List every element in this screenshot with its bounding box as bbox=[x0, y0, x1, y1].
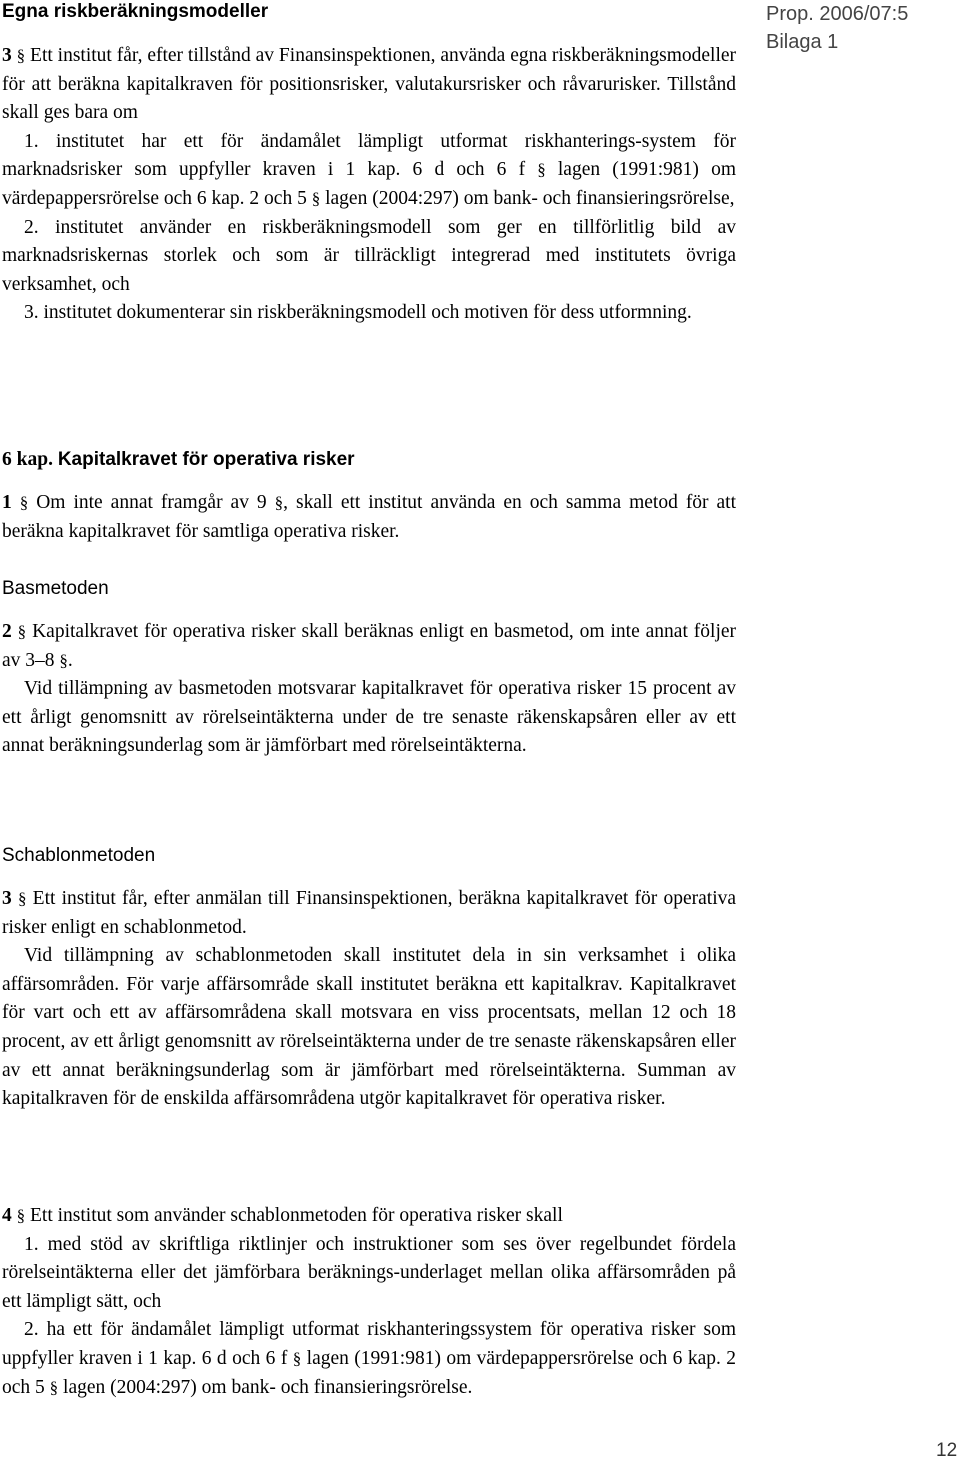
basmetoden-paragraph: Vid tillämpning av basmetoden motsvarar kapitalkravet för operativa risker 15 procent av ett årligt genomsnitt av rörelseintäkterna under de tre senaste räkenskapsåren eller av ett annat beräkningsunderlag som är jämförbart med rörelseintäkterna. bbox=[2, 678, 736, 757]
basmetoden-body bbox=[2, 618, 736, 761]
basmetoden-heading bbox=[2, 575, 736, 604]
section-sign-icon: § bbox=[292, 1348, 302, 1368]
list-item-1: 1. institutet har ett för ändamålet lämpligt utformat riskhanterings-system för marknadsrisker som uppfyller kraven i 1 kap. 6 d och 6 f § lagen (1991:981) om värdepappersrörelse och 6 kap. 2 och 5 § lagen (2004:297) om bank- och finansieringsrörelse, bbox=[2, 130, 736, 209]
paragraph-text: Ett institut får, efter tillstånd av Finansinspektionen, använda egna riskberäkningsmodeller för att beräkna kapitalkraven för positionsrisker, valutakursrisker och råvarurisker. Tillstånd skall ges bara om bbox=[2, 45, 737, 124]
schablon-paragraph: Vid tillämpning av schablonmetoden skall institutet dela in sin verksamhet i olika affärsområden. För varje affärsområde skall institutet beräkna ett kapitalkrav. Kapitalkravet för vart och ett av affärsområdena skall motsvara en viss procentsats, mellan 12 och 18 procent, av ett årligt genomsnitt av rörelseintäkterna under de tre senaste räkenskapsåren eller av ett annat beräkningsunderlag som är jämförbart med rörelseintäkterna. Summan av kapitalkraven för de enskilda affärsområdena utgör kapitalkravet för operativa risker. bbox=[2, 945, 736, 1110]
paragraph-2: 2 § Kapitalkravet för operativa risker skall beräknas enligt en basmetod, om inte annat följer av 3–8 §. bbox=[2, 621, 737, 671]
chapter-heading bbox=[2, 446, 736, 475]
section-sign-icon: § bbox=[274, 493, 284, 512]
chapter-title: Kapitalkravet för operativa risker bbox=[57, 449, 355, 470]
paragraph-3: 3 § Ett institut får, efter anmälan till Finansinspektionen, beräkna kapitalkravet för operativa risker enligt en schablonmetod. bbox=[2, 888, 737, 938]
section-sign-icon: § bbox=[311, 188, 321, 208]
subsection-heading: Basmetoden bbox=[2, 578, 109, 599]
section-sign-icon: § bbox=[49, 1377, 59, 1397]
chapter-label: 6 kap. bbox=[2, 449, 53, 470]
paragraph-number: 3 bbox=[2, 45, 12, 66]
paragraph-number: 4 bbox=[2, 1205, 12, 1226]
section-heading-own-models: Egna riskberäkningsmodeller bbox=[2, 1, 269, 22]
paragraph-3-own-models bbox=[2, 42, 736, 128]
paragraph-number: 1 bbox=[2, 492, 12, 513]
paragraph-4-block bbox=[2, 1202, 736, 1402]
section-own-risk-models bbox=[2, 0, 736, 24]
list-item-2: 2. institutet använder en riskberäkningsmodell som ger en tillförlitlig bild av marknadsriskernas storlek och som är tillräckligt integrerad med institutets övriga verksamhet, och bbox=[2, 216, 736, 295]
section-sign-icon: § bbox=[19, 493, 29, 512]
own-models-body bbox=[2, 42, 736, 328]
section-sign-icon: § bbox=[16, 1206, 26, 1225]
list-item-2: 2. ha ett för ändamålet lämpligt utformat riskhanteringssystem för operativa risker som uppfyller kraven i 1 kap. 6 d och 6 f § lagen (1991:981) om värdepappersrörelse och 6 kap. 2 och 5 § lagen (2004:297) om bank- och finansieringsrörelse. bbox=[2, 1319, 737, 1398]
paragraph-1: 1 § Om inte annat framgår av 9 §, skall ett institut använda en och samma metod för att beräkna kapitalkravet för samtliga operativa risker. bbox=[2, 492, 737, 542]
section-sign-icon: § bbox=[59, 650, 68, 670]
page-number: 12 bbox=[936, 1440, 958, 1461]
section-sign-icon: § bbox=[537, 160, 546, 180]
paragraph-number: 2 bbox=[2, 621, 12, 642]
list-item-1: 1. med stöd av skriftliga riktlinjer och instruktioner som ses över regelbundet fördela rörelseintäkterna eller det jämförbara beräknings-underlaget mellan olika affärsområden på ett lämpligt sätt, och bbox=[2, 1233, 736, 1312]
list-item-3: 3. institutet dokumenterar sin riskberäkningsmodell och motiven för dess utformning. bbox=[24, 302, 692, 324]
subsection-heading: Schablonmetoden bbox=[2, 845, 156, 866]
margin-note bbox=[766, 0, 958, 56]
section-sign-icon: § bbox=[16, 46, 26, 65]
schablon-body bbox=[2, 885, 736, 1114]
section-sign-icon: § bbox=[17, 622, 27, 641]
proposition-reference: Prop. 2006/07:5 bbox=[766, 3, 909, 25]
section-sign-icon: § bbox=[17, 889, 27, 908]
schablon-heading bbox=[2, 842, 736, 871]
paragraph-4: 4 § Ett institut som använder schablonmetoden för operativa risker skall bbox=[2, 1205, 563, 1226]
paragraph-number: 3 bbox=[2, 888, 12, 909]
appendix-label: Bilaga 1 bbox=[766, 31, 839, 53]
